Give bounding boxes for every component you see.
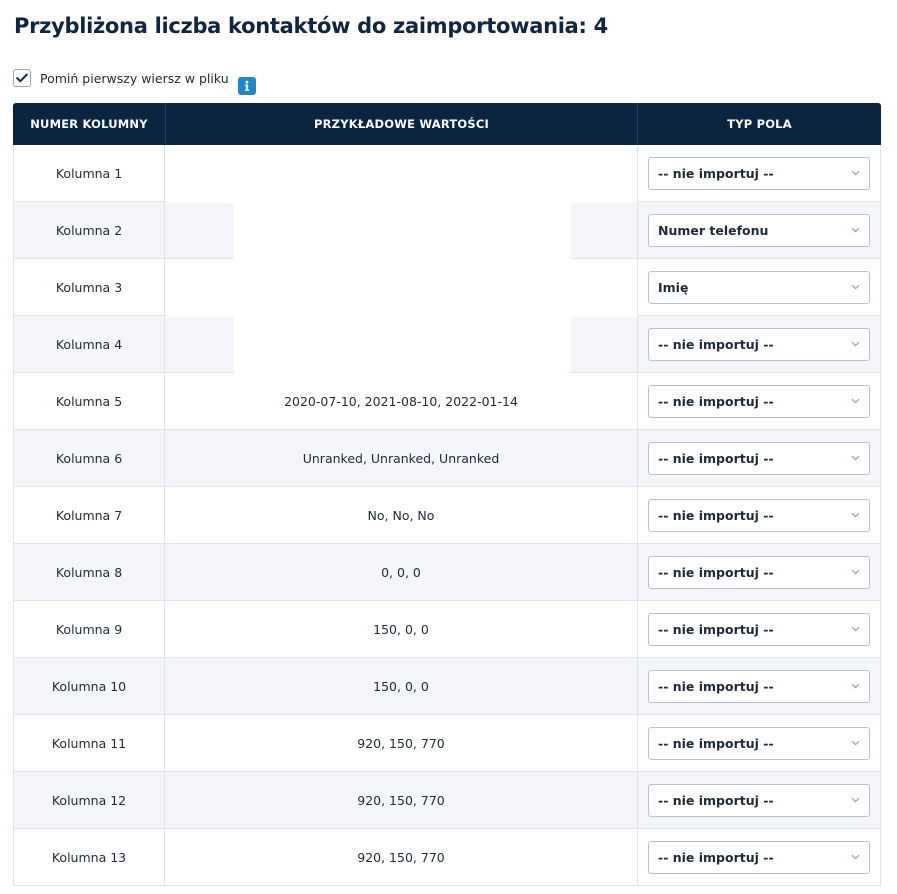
field-type-value: -- nie importuj -- — [658, 735, 774, 751]
chevron-down-icon — [851, 854, 860, 860]
field-type-value: -- nie importuj -- — [658, 792, 774, 808]
header-sample-values: PRZYKŁADOWE WARTOŚCI — [165, 103, 637, 145]
field-type-select[interactable] — [648, 784, 870, 817]
field-type-cell — [637, 487, 881, 543]
field-type-cell — [637, 259, 881, 315]
field-type-value: -- nie importuj -- — [658, 678, 774, 694]
field-type-value: -- nie importuj -- — [658, 507, 774, 523]
field-type-cell — [637, 658, 881, 714]
column-number-cell: Kolumna 5 — [13, 373, 165, 429]
field-type-cell — [637, 145, 881, 201]
field-type-select[interactable] — [648, 214, 870, 247]
sample-values-cell — [165, 316, 637, 372]
sample-values-cell: 150, 0, 0 — [373, 621, 429, 637]
sample-values-cell: 2020-07-10, 2021-08-10, 2022-01-14 — [284, 393, 518, 409]
field-type-cell — [637, 544, 881, 600]
header-field-type: TYP POLA — [637, 103, 881, 145]
table-row — [13, 259, 881, 316]
column-number-cell: Kolumna 3 — [13, 259, 165, 315]
page-title: Przybliżona liczba kontaktów do zaimportowania: 4 — [14, 14, 608, 38]
sample-values-cell — [165, 259, 637, 315]
column-number-cell: Kolumna 1 — [13, 145, 165, 201]
chevron-down-icon — [851, 626, 860, 632]
table-row — [13, 145, 881, 202]
table-row — [13, 316, 881, 373]
table-row — [13, 373, 881, 430]
table-body — [13, 145, 881, 886]
field-type-value: -- nie importuj -- — [658, 450, 774, 466]
skip-first-row-option — [13, 67, 229, 89]
sample-values-cell — [165, 202, 637, 258]
field-type-select[interactable] — [648, 670, 870, 703]
field-type-select[interactable] — [648, 556, 870, 589]
sample-values-cell: 920, 150, 770 — [357, 792, 445, 808]
field-type-select[interactable] — [648, 385, 870, 418]
chevron-down-icon — [851, 512, 860, 518]
field-type-cell — [637, 829, 881, 885]
field-type-value: -- nie importuj -- — [658, 165, 774, 181]
field-type-cell — [637, 715, 881, 771]
column-number-cell: Kolumna 11 — [13, 715, 165, 771]
sample-values-cell: No, No, No — [367, 507, 435, 523]
column-number-cell: Kolumna 4 — [13, 316, 165, 372]
column-number-cell: Kolumna 6 — [13, 430, 165, 486]
sample-values-cell: Unranked, Unranked, Unranked — [302, 450, 500, 466]
field-type-select[interactable] — [648, 841, 870, 874]
chevron-down-icon — [851, 227, 860, 233]
table-row — [13, 601, 881, 658]
sample-values-cell: 150, 0, 0 — [373, 678, 429, 694]
chevron-down-icon — [851, 341, 860, 347]
field-type-value: -- nie importuj -- — [658, 336, 774, 352]
field-type-select[interactable] — [648, 328, 870, 361]
checkmark-icon — [16, 73, 28, 83]
sample-values-cell — [165, 145, 637, 201]
table-row — [13, 487, 881, 544]
column-number-cell: Kolumna 9 — [13, 601, 165, 657]
field-type-cell — [637, 202, 881, 258]
chevron-down-icon — [851, 170, 860, 176]
field-type-select[interactable] — [648, 157, 870, 190]
sample-values-cell: 920, 150, 770 — [357, 735, 445, 751]
field-type-cell — [637, 772, 881, 828]
sample-values-cell: 0, 0, 0 — [381, 564, 421, 580]
chevron-down-icon — [851, 569, 860, 575]
skip-first-row-checkbox[interactable] — [13, 69, 31, 87]
column-number-cell: Kolumna 8 — [13, 544, 165, 600]
field-type-value: Numer telefonu — [658, 222, 769, 238]
field-type-select[interactable] — [648, 727, 870, 760]
header-column-number: NUMER KOLUMNY — [30, 117, 148, 131]
field-type-cell — [637, 373, 881, 429]
table-row — [13, 658, 881, 715]
sample-values-cell: 920, 150, 770 — [357, 849, 445, 865]
table-row — [13, 715, 881, 772]
table-row — [13, 829, 881, 886]
column-mapping-table — [13, 103, 881, 886]
field-type-value: Imię — [658, 279, 689, 295]
chevron-down-icon — [851, 740, 860, 746]
field-type-select[interactable] — [648, 271, 870, 304]
column-number-cell: Kolumna 2 — [13, 202, 165, 258]
chevron-down-icon — [851, 797, 860, 803]
column-number-cell: Kolumna 10 — [13, 658, 165, 714]
field-type-select[interactable] — [648, 499, 870, 532]
field-type-value: -- nie importuj -- — [658, 564, 774, 580]
field-type-cell — [637, 601, 881, 657]
chevron-down-icon — [851, 683, 860, 689]
skip-first-row-label[interactable]: Pomiń pierwszy wiersz w pliku — [40, 70, 229, 86]
column-number-cell: Kolumna 12 — [13, 772, 165, 828]
field-type-select[interactable] — [648, 613, 870, 646]
field-type-select[interactable] — [648, 442, 870, 475]
field-type-value: -- nie importuj -- — [658, 621, 774, 637]
table-row — [13, 772, 881, 829]
chevron-down-icon — [851, 455, 860, 461]
table-row — [13, 202, 881, 259]
chevron-down-icon — [851, 284, 860, 290]
chevron-down-icon — [851, 398, 860, 404]
field-type-cell — [637, 430, 881, 486]
info-icon[interactable] — [238, 77, 256, 95]
field-type-value: -- nie importuj -- — [658, 393, 774, 409]
table-row — [13, 430, 881, 487]
table-row — [13, 544, 881, 601]
field-type-value: -- nie importuj -- — [658, 849, 774, 865]
table-header — [13, 103, 881, 145]
column-number-cell: Kolumna 13 — [13, 829, 165, 885]
field-type-cell — [637, 316, 881, 372]
column-number-cell: Kolumna 7 — [13, 487, 165, 543]
